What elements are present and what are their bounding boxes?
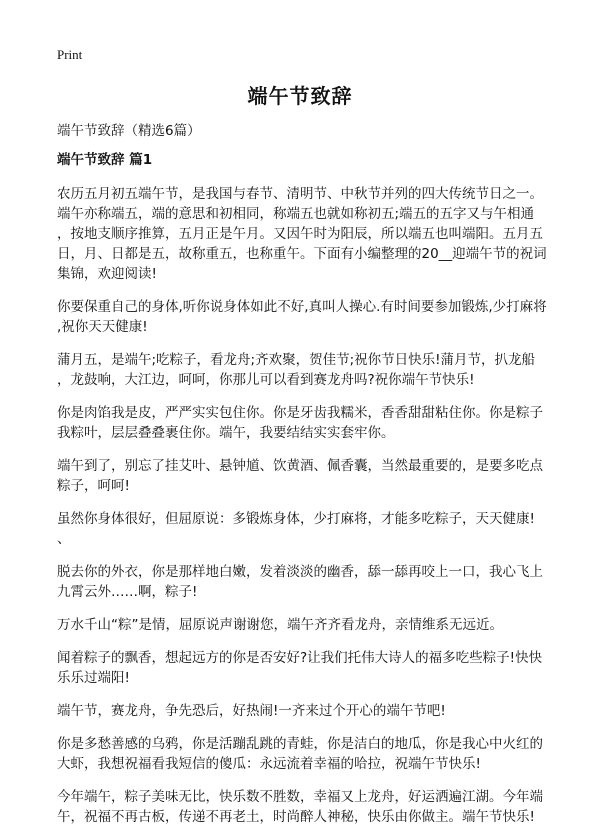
paragraph	[57, 701, 557, 721]
paragraph	[57, 184, 557, 284]
document-body	[57, 150, 557, 840]
paragraph	[57, 403, 557, 443]
paragraph-line: 你是肉馅我是皮，严严实实包住你。你是牙齿我糯米，香香甜甜粘住你。你是粽子	[57, 405, 543, 421]
paragraph-line: 端午亦称端五，端的意思和初相同，称端五也就如称初五;端五的五字又与午相通	[57, 206, 535, 222]
paragraph-line: 集锦，欢迎阅读!	[57, 266, 157, 282]
paragraph-line: 农历五月初五端午节，是我国与春节、清明节、中秋节并列的四大传统节日之一。	[57, 186, 543, 202]
paragraph-list	[57, 184, 557, 827]
paragraph-line: ，龙鼓响，大江边，呵呵，你那儿可以看到赛龙舟吗?祝你端午节快乐!	[57, 372, 475, 388]
paragraph-line: ,祝你天天健康!	[57, 319, 148, 335]
paragraph-line: 闻着粽子的飘香，想起远方的你是否安好?让我们托伟大诗人的福多吃些粽子!快快	[57, 650, 543, 666]
paragraph	[57, 648, 557, 688]
paragraph-line: 万水千山“粽”是情，屈原说声谢谢您，端午齐齐看龙舟，亲情维系无远近。	[57, 617, 503, 633]
print-link[interactable]: Print	[57, 47, 83, 62]
paragraph-line: 端午节，赛龙舟，争先恐后，好热闹!一齐来过个开心的端午节吧!	[57, 703, 446, 719]
paragraph-line: 我粽叶，层层叠叠裹住你。端午，我要结结实实套牢你。	[57, 425, 395, 441]
paragraph-line: 你要保重自己的身体,听你说身体如此不好,真叫人操心.有时间要参加锻炼,少打麻将	[57, 299, 547, 315]
paragraph-line: 九霄云外……啊，粽子!	[57, 584, 198, 600]
paragraph-line: ，按地支顺序推算，五月正是午月。又因午时为阳辰，所以端五也叫端阳。五月五	[57, 226, 543, 242]
paragraph-line: 虽然你身体很好，但屈原说：多锻炼身体，少打麻将，才能多吃粽子，天天健康!	[57, 511, 535, 527]
paragraph	[57, 456, 557, 496]
paragraph	[57, 615, 557, 635]
paragraph-line: 你是多愁善感的乌鸦，你是活蹦乱跳的青蛙，你是洁白的地瓜，你是我心中火红的	[57, 736, 543, 752]
paragraph-line: 端午到了，别忘了挂艾叶、悬钟馗、饮黄酒、佩香囊，当然最重要的，是要多吃点	[57, 458, 543, 474]
paragraph-line: 蒲月五，是端午;吃粽子，看龙舟;齐欢聚，贺佳节;祝你节日快乐!蒲月节，扒龙船	[57, 352, 536, 368]
paragraph	[57, 787, 557, 827]
paragraph-line: 、	[57, 531, 71, 547]
paragraph-line: 午，祝福不再古板，传递不再老土，时尚醉人神秘，快乐由你做主。端午节快乐!	[57, 809, 535, 825]
paragraph	[57, 509, 557, 549]
paragraph-line: 日，月、日都是五，故称重五，也称重午。下面有小编整理的20__迎端午节的祝词	[57, 246, 547, 262]
document-subtitle: 端午节致辞（精选6篇）	[57, 123, 201, 139]
paragraph-line: 乐乐过端阳!	[57, 670, 130, 686]
paragraph	[57, 734, 557, 774]
paragraph-line: 大虾，我想祝福看我短信的傻瓜：永远流着幸福的哈拉，祝端午节快乐!	[57, 756, 481, 772]
paragraph	[57, 350, 557, 390]
paragraph-line: 今年端午，粽子美味无比，快乐数不胜数，幸福又上龙舟，好运洒遍江湖。今年端	[57, 789, 543, 805]
paragraph	[57, 562, 557, 602]
paragraph-line: 粽子，呵呵!	[57, 478, 130, 494]
paragraph	[57, 297, 557, 337]
paragraph-line: 脱去你的外衣，你是那样地白嫩，发着淡淡的幽香，舔一舔再咬上一口，我心飞上	[57, 564, 543, 580]
page-title: 端午节致辞	[247, 84, 353, 108]
section-heading: 端午节致辞 篇1	[57, 152, 153, 168]
